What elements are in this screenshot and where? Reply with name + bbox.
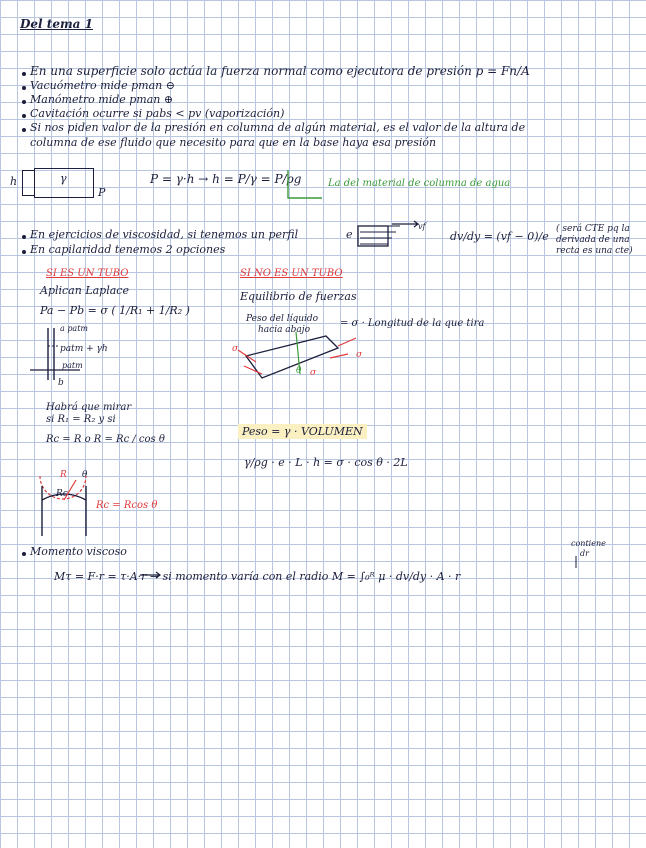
no-tubo-heading: SI NO ES UN TUBO — [240, 268, 343, 279]
viscosity-text: En ejercicios de viscosidad, si tenemos un perfil — [30, 228, 299, 241]
theta-label: θ — [296, 366, 302, 376]
viscosity-formula: dv/dy = (vf − 0)/e — [450, 230, 549, 243]
laplace-label: Aplican Laplace — [40, 284, 129, 297]
pressure-formula: P = γ·h → h = P/γ = P/ρg — [150, 172, 302, 186]
tubo-heading: SI ES UN TUBO — [46, 268, 129, 279]
patm-gh-label: patm + γh — [60, 344, 108, 354]
b-label: b — [58, 378, 64, 388]
radius-line — [64, 480, 76, 500]
capilaridad-text: En capilaridad tenemos 2 opciones — [30, 243, 226, 256]
bullet-text: Cavitación ocurre si pabs < pv (vaporización) — [30, 107, 285, 120]
vf-label: vf — [418, 222, 426, 231]
bullet-text: Si nos piden valor de la presión en columna de algún material, es el valor de la altura de — [30, 121, 526, 134]
peso-eq-rhs: = σ · Longitud de la que tira — [340, 318, 485, 329]
final-equation: γ/ρg · e · L · h = σ · cos θ · 2L — [244, 456, 408, 469]
theta-label: θ — [82, 470, 88, 480]
rc-cos-label: Rc = Rcos θ — [96, 500, 158, 511]
p-label: P — [98, 186, 106, 199]
equilibrio-label: Equilibrio de fuerzas — [240, 290, 357, 303]
peso-text: Peso del líquido — [246, 314, 319, 324]
dr-label: dr — [580, 549, 589, 558]
meniscus-circle — [40, 476, 86, 499]
e-label: e — [346, 228, 353, 241]
capillary-tube — [48, 328, 54, 380]
bullet-text-continued: columna de ese fluido que necesito para que en la base haya esa presión — [30, 136, 437, 149]
mirar-text: Habrá que mirar — [46, 402, 132, 413]
rc-label: Rc — [56, 489, 68, 499]
vertical-line — [296, 332, 300, 374]
bullet-text: En una superficie solo actúa la fuerza normal como ejecutora de presión p = Fn/A — [30, 64, 530, 78]
pressure-note: La del material de columna de agua — [328, 178, 511, 189]
momento-equation: Mτ = F·r = τ·A·r → si momento varía con el radio M = ∫₀ᴿ μ · dv/dy · A · r — [54, 570, 461, 583]
laplace-formula: Pa − Pb = σ ( 1/R₁ + 1/R₂ ) — [40, 304, 190, 317]
viscosity-plate — [358, 226, 388, 246]
contiene-label: contiene — [571, 539, 606, 548]
momento-arrow — [140, 572, 160, 578]
viscosity-note: ( será CTE pq la derivada de una recta es una cte) — [556, 224, 633, 256]
r-label: R — [60, 470, 67, 480]
mirar-text-2: si R₁ = R₂ y si — [46, 414, 116, 425]
gamma-label: γ — [60, 172, 67, 185]
a-patm-label: a patm — [60, 324, 89, 333]
inclined-plate — [246, 336, 338, 378]
momento-heading: Momento viscoso — [30, 545, 127, 558]
sigma-label: σ — [310, 368, 317, 378]
peso-volumen-highlight: Peso = γ · VOLUMEN — [238, 424, 367, 439]
sigma-label: σ — [232, 344, 239, 354]
green-bracket — [288, 170, 322, 198]
h-label: h — [10, 175, 18, 188]
bullet-text: Vacuómetro mide pman ⊖ — [30, 79, 175, 92]
patm-label: patm — [62, 361, 83, 370]
viscosity-profile — [360, 226, 400, 244]
bullet-text: Manómetro mide pman ⊕ — [30, 93, 174, 106]
peso-text-2: hacia abajo — [258, 325, 311, 335]
page-title: Del tema 1 — [20, 17, 93, 31]
rc-formula: Rc = R o R = Rc / cos θ — [46, 434, 165, 445]
sigma-label: σ — [356, 350, 363, 360]
